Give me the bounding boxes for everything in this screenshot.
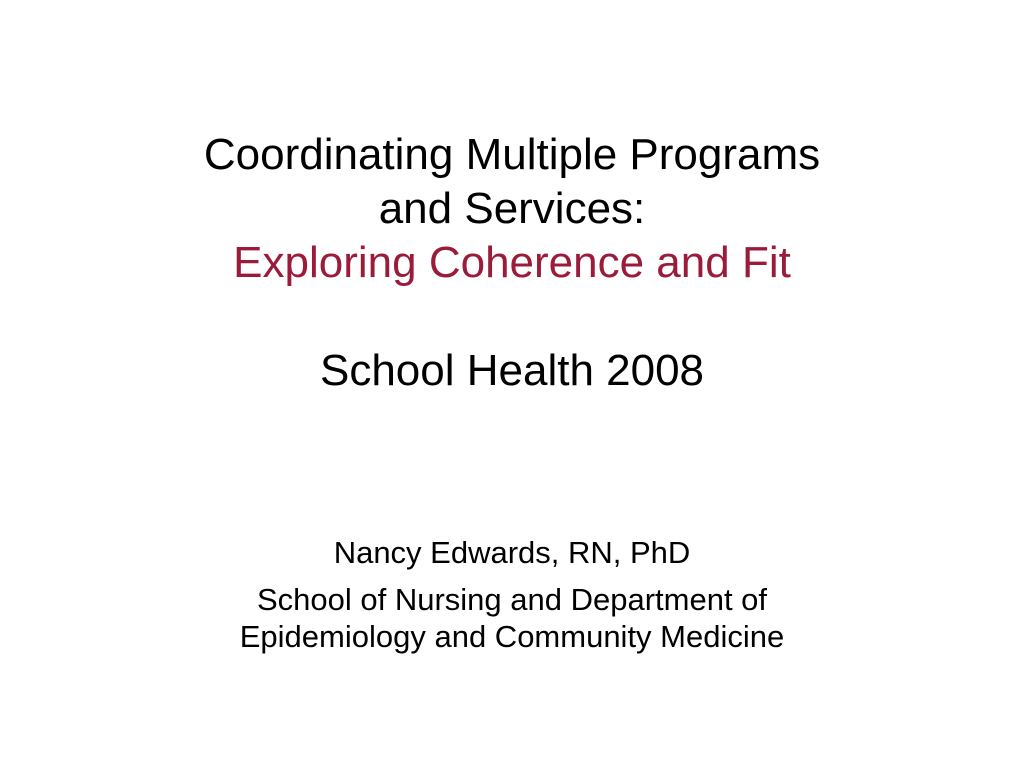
title-block [60, 128, 964, 398]
author-affiliation: School of Nursing and Department of Epidemiology and Community Medicine [239, 582, 785, 654]
slide-subtitle: Exploring Coherence and Fit [233, 238, 791, 287]
event-name: School Health 2008 [319, 346, 705, 395]
author-name: Nancy Edwards, RN, PhD [333, 535, 691, 570]
slide-title-line-2: and Services: [378, 184, 646, 233]
author-block [120, 534, 904, 655]
slide-title-line-1: Coordinating Multiple Programs [203, 130, 821, 179]
